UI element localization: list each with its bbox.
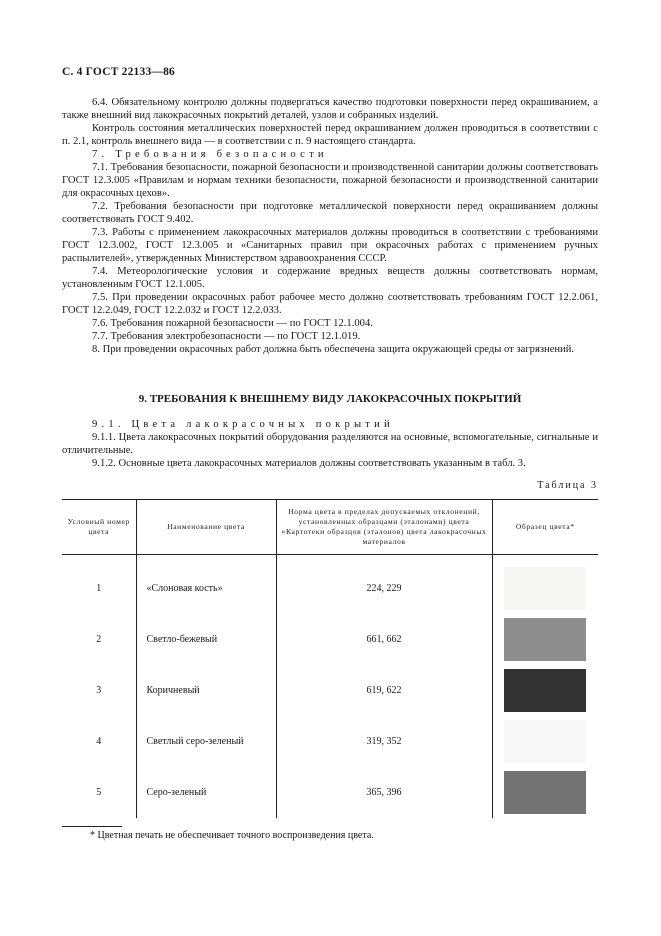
paragraph: 7.7. Требования электробезопасности — по ГОСТ 12.1.019. [92, 331, 361, 342]
color-norm: 224, 229 [276, 555, 492, 615]
subsection-heading: 9.1. Цвета лакокрасочных покрытий [92, 419, 394, 430]
paragraph: 7.1. Требования безопасности, пожарной безопасности и производственной санитарии должны соответствовать ГОСТ 12.3.005 «Правилам и нормам техники безопасности, пожарной безопасности и производственной санитарии для окрасочных цехов». [62, 162, 598, 199]
color-name: Коричневый [136, 665, 276, 716]
paragraph: 9.1.1. Цвета лакокрасочных покрытий оборудования разделяются на основные, вспомогательные, сигнальные и отличительные. [62, 432, 598, 456]
paragraph: 8. При проведении окрасочных работ должна быть обеспечена защита окружающей среды от загрязнений. [92, 344, 575, 355]
color-number: 4 [96, 736, 102, 747]
page-header: С. 4 ГОСТ 22133—86 [62, 66, 175, 78]
paragraph: Контроль состояния металлических поверхностей перед окрашиванием должен проводиться в соответствии с п. 2.1, контроль внешнего вида — в соответствии с п. 9 настоящего стандарта. [62, 123, 598, 147]
color-name: «Слоновая кость» [136, 555, 276, 615]
table-row [62, 665, 598, 716]
table-caption: Таблица 3 [537, 480, 598, 491]
color-swatch [504, 771, 586, 814]
body-text-section-9 [62, 418, 598, 470]
header-name: Наименование цвета [136, 500, 276, 555]
color-sample-cell [492, 767, 598, 818]
header-sample: Образец цвета* [492, 500, 598, 555]
color-swatch [504, 669, 586, 712]
paragraph: 7.5. При проведении окрасочных работ рабочее место должно соответствовать требованиям ГОСТ 12.2.061, ГОСТ 12.2.049, ГОСТ 12.2.032 и ГОСТ 12.2.033. [62, 292, 598, 316]
header-norm: Норма цвета в пределах допускаемых отклонений, установленных образцами (эталонами) цвета «Картотеки образцов (эталонов) цвета лакокрасочных материалов [276, 500, 492, 555]
color-norm: 619, 622 [276, 665, 492, 716]
color-swatch [504, 720, 586, 763]
color-sample-cell [492, 555, 598, 615]
section-title: 9. ТРЕБОВАНИЯ К ВНЕШНЕМУ ВИДУ ЛАКОКРАСОЧНЫХ ПОКРЫТИЙ [138, 393, 522, 405]
color-sample-cell [492, 665, 598, 716]
body-text [62, 96, 598, 356]
paragraph: 9.1.2. Основные цвета лакокрасочных материалов должны соответствовать указанным в табл. 3. [92, 458, 526, 469]
subsection-heading: 7. Требования безопасности [92, 149, 328, 160]
paragraph: 6.4. Обязательному контролю должны подвергаться качество подготовки поверхности перед окрашиванием, а также внешний вид лакокрасочных покрытий деталей, узлов и собранных изделий. [62, 97, 598, 121]
color-table [62, 499, 598, 818]
color-name: Серо-зеленый [136, 767, 276, 818]
color-sample-cell [492, 614, 598, 665]
color-number: 1 [96, 583, 102, 594]
color-norm: 365, 396 [276, 767, 492, 818]
color-number: 3 [96, 685, 102, 696]
color-name: Светло-бежевый [136, 614, 276, 665]
color-sample-cell [492, 716, 598, 767]
table-row [62, 716, 598, 767]
table-row [62, 767, 598, 818]
color-number: 5 [96, 787, 102, 798]
color-swatch [504, 618, 586, 661]
header-num: Условный номер цвета [62, 500, 136, 555]
footnote-divider [62, 826, 122, 827]
footnote: * Цветная печать не обеспечивает точного воспроизведения цвета. [90, 830, 374, 841]
paragraph: 7.3. Работы с применением лакокрасочных материалов должны проводиться в соответствии с требованиями ГОСТ 12.3.002, ГОСТ 12.3.005 и «Санитарных правил при окрасочных работах с применением ручных распылителей», утвержденных Министерством здравоохранения СССР. [62, 227, 598, 264]
paragraph: 7.4. Метеорологические условия и содержание вредных веществ должны соответствовать нормам, установленным ГОСТ 12.1.005. [62, 266, 598, 290]
table-header-row [62, 500, 598, 555]
color-swatch [504, 567, 586, 610]
color-norm: 661, 662 [276, 614, 492, 665]
color-number: 2 [96, 634, 102, 645]
color-name: Светлый серо-зеленый [136, 716, 276, 767]
table-row [62, 614, 598, 665]
table-row [62, 555, 598, 615]
color-norm: 319, 352 [276, 716, 492, 767]
paragraph: 7.6. Требования пожарной безопасности — по ГОСТ 12.1.004. [92, 318, 373, 329]
paragraph: 7.2. Требования безопасности при подготовке металлической поверхности перед окрашиванием должны соответствовать ГОСТ 9.402. [62, 201, 598, 225]
